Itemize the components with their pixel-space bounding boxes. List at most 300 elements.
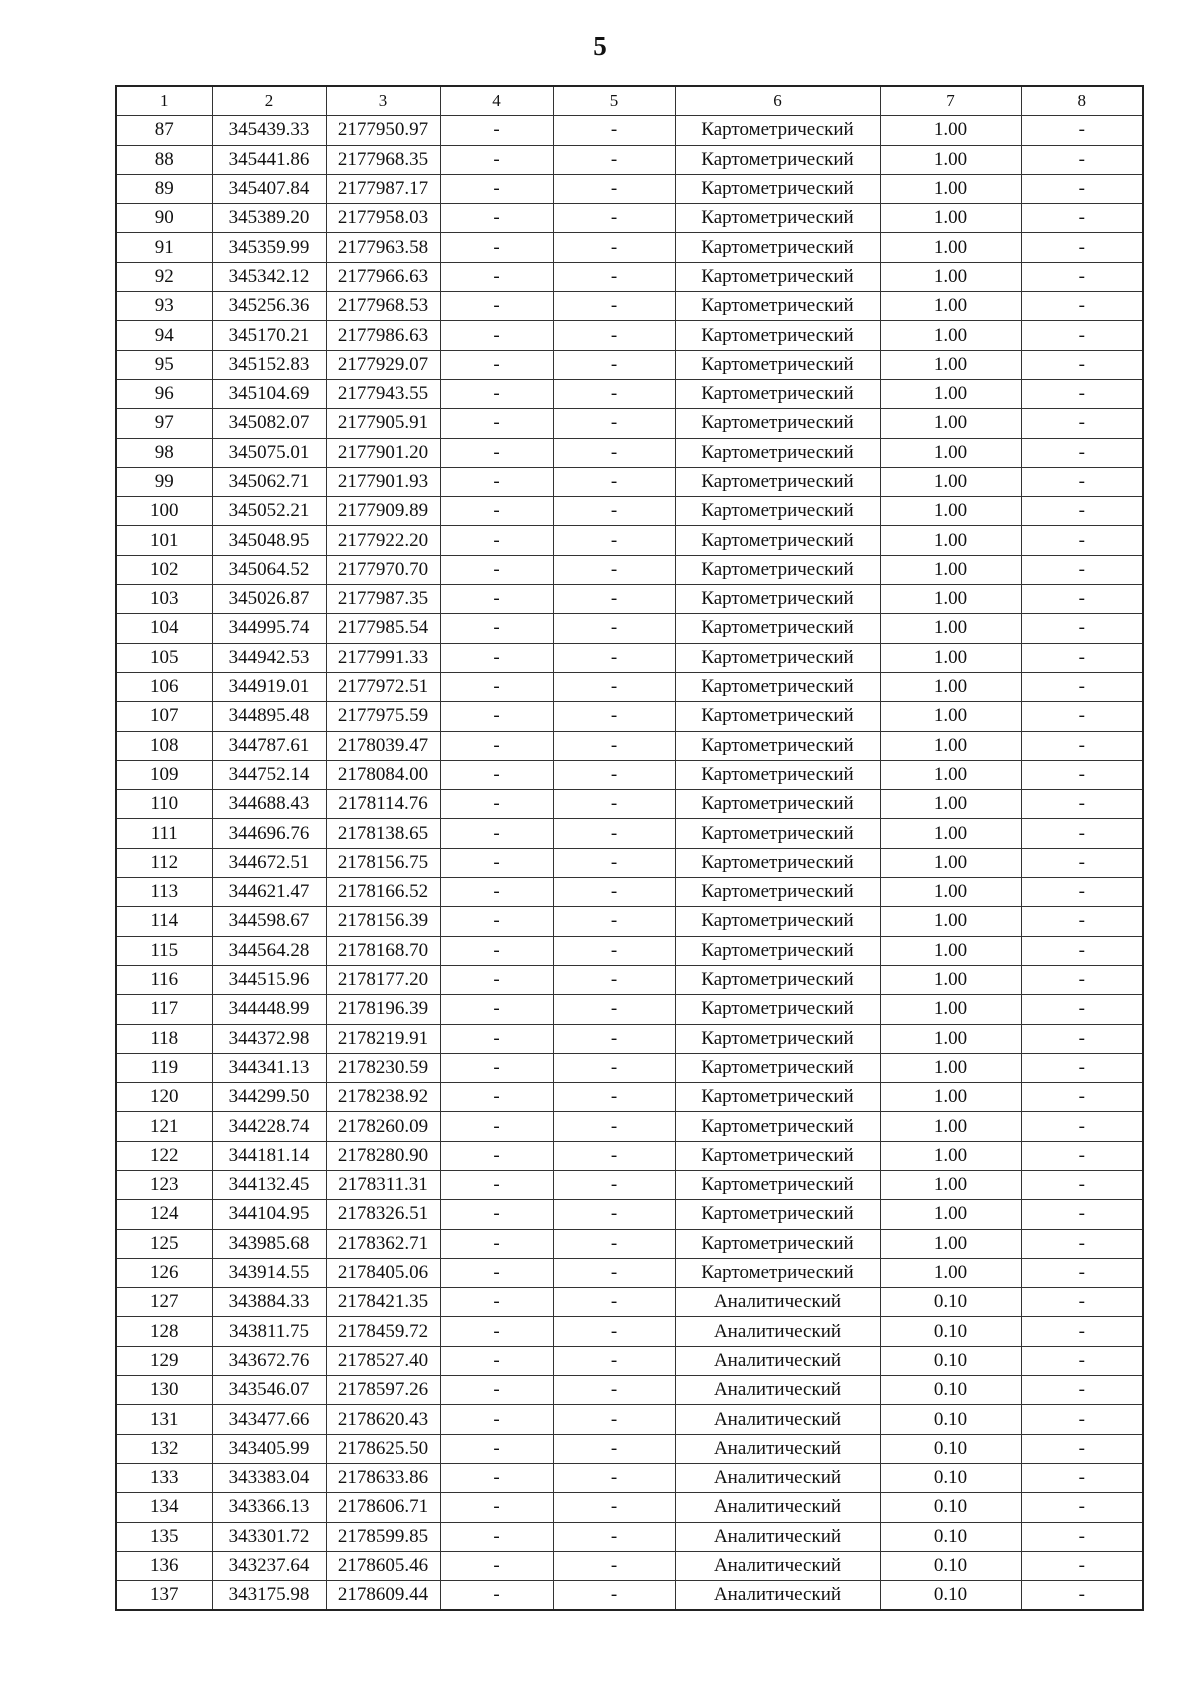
cell-col-8: - <box>1021 995 1143 1024</box>
table-row <box>116 1551 1143 1580</box>
cell-precision: 1.00 <box>880 936 1021 965</box>
cell-x-coordinate: 343175.98 <box>212 1581 326 1611</box>
cell-method: Картометрический <box>675 936 880 965</box>
table-row <box>116 1170 1143 1199</box>
column-header-5: 5 <box>553 86 675 116</box>
cell-point-number: 108 <box>116 731 212 760</box>
cell-x-coordinate: 344672.51 <box>212 848 326 877</box>
cell-y-coordinate: 2178114.76 <box>326 790 440 819</box>
cell-col-8: - <box>1021 965 1143 994</box>
cell-col-4: - <box>440 819 553 848</box>
table-row <box>116 936 1143 965</box>
cell-col-5: - <box>553 672 675 701</box>
cell-precision: 1.00 <box>880 907 1021 936</box>
cell-y-coordinate: 2178260.09 <box>326 1112 440 1141</box>
table-body <box>116 116 1143 1611</box>
cell-col-4: - <box>440 321 553 350</box>
cell-col-4: - <box>440 1053 553 1082</box>
cell-col-4: - <box>440 438 553 467</box>
cell-col-4: - <box>440 145 553 174</box>
cell-method: Картометрический <box>675 702 880 731</box>
cell-precision: 1.00 <box>880 145 1021 174</box>
cell-point-number: 102 <box>116 555 212 584</box>
cell-col-5: - <box>553 497 675 526</box>
cell-col-5: - <box>553 1434 675 1463</box>
cell-point-number: 114 <box>116 907 212 936</box>
cell-precision: 1.00 <box>880 965 1021 994</box>
table-row <box>116 1229 1143 1258</box>
cell-col-5: - <box>553 1522 675 1551</box>
cell-precision: 1.00 <box>880 614 1021 643</box>
cell-y-coordinate: 2177958.03 <box>326 204 440 233</box>
cell-point-number: 88 <box>116 145 212 174</box>
cell-x-coordinate: 345062.71 <box>212 467 326 496</box>
cell-precision: 1.00 <box>880 526 1021 555</box>
cell-x-coordinate: 344696.76 <box>212 819 326 848</box>
cell-col-5: - <box>553 1141 675 1170</box>
cell-method: Картометрический <box>675 760 880 789</box>
cell-col-4: - <box>440 555 553 584</box>
cell-point-number: 131 <box>116 1405 212 1434</box>
cell-col-8: - <box>1021 1024 1143 1053</box>
cell-y-coordinate: 2178084.00 <box>326 760 440 789</box>
cell-y-coordinate: 2177922.20 <box>326 526 440 555</box>
cell-precision: 1.00 <box>880 1258 1021 1287</box>
cell-method: Картометрический <box>675 467 880 496</box>
cell-col-8: - <box>1021 1434 1143 1463</box>
cell-x-coordinate: 343477.66 <box>212 1405 326 1434</box>
cell-y-coordinate: 2178168.70 <box>326 936 440 965</box>
cell-y-coordinate: 2178459.72 <box>326 1317 440 1346</box>
cell-col-4: - <box>440 672 553 701</box>
cell-precision: 1.00 <box>880 1200 1021 1229</box>
table-row <box>116 1463 1143 1492</box>
cell-precision: 1.00 <box>880 760 1021 789</box>
table-row <box>116 321 1143 350</box>
cell-y-coordinate: 2178230.59 <box>326 1053 440 1082</box>
cell-col-8: - <box>1021 1200 1143 1229</box>
cell-col-4: - <box>440 848 553 877</box>
cell-col-5: - <box>553 1200 675 1229</box>
cell-method: Картометрический <box>675 350 880 379</box>
cell-precision: 1.00 <box>880 1141 1021 1170</box>
cell-col-8: - <box>1021 878 1143 907</box>
cell-col-4: - <box>440 1258 553 1287</box>
cell-x-coordinate: 343383.04 <box>212 1463 326 1492</box>
cell-point-number: 120 <box>116 1083 212 1112</box>
cell-precision: 0.10 <box>880 1405 1021 1434</box>
cell-method: Аналитический <box>675 1376 880 1405</box>
cell-method: Картометрический <box>675 1200 880 1229</box>
cell-col-4: - <box>440 409 553 438</box>
cell-point-number: 105 <box>116 643 212 672</box>
cell-method: Аналитический <box>675 1493 880 1522</box>
cell-precision: 0.10 <box>880 1551 1021 1580</box>
table-row <box>116 526 1143 555</box>
cell-precision: 1.00 <box>880 819 1021 848</box>
table-row <box>116 1112 1143 1141</box>
cell-precision: 1.00 <box>880 702 1021 731</box>
cell-x-coordinate: 345359.99 <box>212 233 326 262</box>
cell-col-4: - <box>440 1083 553 1112</box>
cell-precision: 1.00 <box>880 379 1021 408</box>
cell-x-coordinate: 344448.99 <box>212 995 326 1024</box>
cell-point-number: 89 <box>116 174 212 203</box>
column-header-6: 6 <box>675 86 880 116</box>
cell-col-4: - <box>440 1376 553 1405</box>
cell-col-4: - <box>440 1463 553 1492</box>
cell-method: Картометрический <box>675 643 880 672</box>
cell-point-number: 101 <box>116 526 212 555</box>
cell-col-8: - <box>1021 819 1143 848</box>
cell-col-5: - <box>553 1493 675 1522</box>
cell-col-5: - <box>553 878 675 907</box>
cell-col-8: - <box>1021 1317 1143 1346</box>
cell-y-coordinate: 2178527.40 <box>326 1346 440 1375</box>
cell-precision: 0.10 <box>880 1376 1021 1405</box>
cell-col-5: - <box>553 702 675 731</box>
cell-method: Картометрический <box>675 379 880 408</box>
cell-precision: 1.00 <box>880 1083 1021 1112</box>
cell-col-5: - <box>553 292 675 321</box>
cell-x-coordinate: 344688.43 <box>212 790 326 819</box>
table-row <box>116 350 1143 379</box>
cell-y-coordinate: 2177985.54 <box>326 614 440 643</box>
cell-method: Аналитический <box>675 1551 880 1580</box>
cell-col-4: - <box>440 1024 553 1053</box>
cell-point-number: 125 <box>116 1229 212 1258</box>
cell-col-5: - <box>553 1405 675 1434</box>
cell-precision: 1.00 <box>880 585 1021 614</box>
cell-method: Картометрический <box>675 1112 880 1141</box>
cell-precision: 1.00 <box>880 174 1021 203</box>
cell-point-number: 113 <box>116 878 212 907</box>
cell-precision: 1.00 <box>880 292 1021 321</box>
cell-point-number: 129 <box>116 1346 212 1375</box>
table-row <box>116 760 1143 789</box>
cell-method: Картометрический <box>675 409 880 438</box>
cell-point-number: 133 <box>116 1463 212 1492</box>
cell-x-coordinate: 345389.20 <box>212 204 326 233</box>
cell-y-coordinate: 2178177.20 <box>326 965 440 994</box>
table-row <box>116 1024 1143 1053</box>
cell-precision: 1.00 <box>880 731 1021 760</box>
cell-y-coordinate: 2178326.51 <box>326 1200 440 1229</box>
cell-col-8: - <box>1021 790 1143 819</box>
table-row <box>116 1376 1143 1405</box>
cell-point-number: 136 <box>116 1551 212 1580</box>
cell-col-5: - <box>553 907 675 936</box>
cell-y-coordinate: 2178238.92 <box>326 1083 440 1112</box>
cell-x-coordinate: 343914.55 <box>212 1258 326 1287</box>
cell-y-coordinate: 2177905.91 <box>326 409 440 438</box>
cell-x-coordinate: 345048.95 <box>212 526 326 555</box>
cell-x-coordinate: 343811.75 <box>212 1317 326 1346</box>
column-header-2: 2 <box>212 86 326 116</box>
cell-col-4: - <box>440 497 553 526</box>
cell-x-coordinate: 344341.13 <box>212 1053 326 1082</box>
table-row <box>116 145 1143 174</box>
cell-col-8: - <box>1021 350 1143 379</box>
cell-method: Картометрический <box>675 848 880 877</box>
cell-point-number: 95 <box>116 350 212 379</box>
cell-precision: 1.00 <box>880 643 1021 672</box>
cell-y-coordinate: 2177963.58 <box>326 233 440 262</box>
cell-x-coordinate: 344181.14 <box>212 1141 326 1170</box>
cell-col-8: - <box>1021 438 1143 467</box>
cell-point-number: 110 <box>116 790 212 819</box>
cell-x-coordinate: 344515.96 <box>212 965 326 994</box>
cell-y-coordinate: 2177968.35 <box>326 145 440 174</box>
cell-col-4: - <box>440 262 553 291</box>
cell-method: Картометрический <box>675 438 880 467</box>
cell-col-5: - <box>553 819 675 848</box>
cell-point-number: 97 <box>116 409 212 438</box>
cell-x-coordinate: 344228.74 <box>212 1112 326 1141</box>
cell-method: Картометрический <box>675 731 880 760</box>
cell-method: Картометрический <box>675 1170 880 1199</box>
cell-point-number: 118 <box>116 1024 212 1053</box>
cell-x-coordinate: 343237.64 <box>212 1551 326 1580</box>
table-row <box>116 116 1143 145</box>
cell-col-8: - <box>1021 1376 1143 1405</box>
cell-col-5: - <box>553 204 675 233</box>
cell-col-8: - <box>1021 1258 1143 1287</box>
cell-precision: 0.10 <box>880 1317 1021 1346</box>
cell-col-4: - <box>440 760 553 789</box>
cell-method: Картометрический <box>675 174 880 203</box>
cell-col-8: - <box>1021 1551 1143 1580</box>
cell-col-4: - <box>440 702 553 731</box>
cell-col-8: - <box>1021 1229 1143 1258</box>
cell-col-5: - <box>553 1258 675 1287</box>
table-row <box>116 819 1143 848</box>
cell-x-coordinate: 344942.53 <box>212 643 326 672</box>
cell-col-5: - <box>553 1083 675 1112</box>
cell-precision: 0.10 <box>880 1493 1021 1522</box>
cell-col-5: - <box>553 760 675 789</box>
column-header-3: 3 <box>326 86 440 116</box>
cell-method: Картометрический <box>675 321 880 350</box>
cell-x-coordinate: 343672.76 <box>212 1346 326 1375</box>
cell-x-coordinate: 345152.83 <box>212 350 326 379</box>
cell-col-4: - <box>440 1522 553 1551</box>
cell-col-5: - <box>553 233 675 262</box>
cell-precision: 1.00 <box>880 1024 1021 1053</box>
table-row <box>116 672 1143 701</box>
cell-col-5: - <box>553 1376 675 1405</box>
table-header-row <box>116 86 1143 116</box>
cell-col-4: - <box>440 878 553 907</box>
cell-y-coordinate: 2178625.50 <box>326 1434 440 1463</box>
cell-y-coordinate: 2178362.71 <box>326 1229 440 1258</box>
cell-col-4: - <box>440 1551 553 1580</box>
cell-x-coordinate: 343301.72 <box>212 1522 326 1551</box>
cell-point-number: 135 <box>116 1522 212 1551</box>
table-row <box>116 702 1143 731</box>
cell-method: Картометрический <box>675 1053 880 1082</box>
cell-precision: 1.00 <box>880 438 1021 467</box>
cell-point-number: 134 <box>116 1493 212 1522</box>
cell-col-5: - <box>553 116 675 145</box>
cell-col-4: - <box>440 116 553 145</box>
cell-col-5: - <box>553 1346 675 1375</box>
column-header-8: 8 <box>1021 86 1143 116</box>
cell-col-4: - <box>440 1112 553 1141</box>
cell-col-4: - <box>440 1581 553 1611</box>
cell-precision: 1.00 <box>880 497 1021 526</box>
cell-x-coordinate: 345342.12 <box>212 262 326 291</box>
cell-point-number: 132 <box>116 1434 212 1463</box>
table-row <box>116 555 1143 584</box>
cell-precision: 0.10 <box>880 1288 1021 1317</box>
cell-col-5: - <box>553 1581 675 1611</box>
cell-y-coordinate: 2177966.63 <box>326 262 440 291</box>
cell-y-coordinate: 2177950.97 <box>326 116 440 145</box>
cell-x-coordinate: 345439.33 <box>212 116 326 145</box>
cell-method: Картометрический <box>675 116 880 145</box>
cell-col-8: - <box>1021 1053 1143 1082</box>
table-row <box>116 848 1143 877</box>
cell-col-4: - <box>440 379 553 408</box>
cell-method: Аналитический <box>675 1522 880 1551</box>
cell-col-8: - <box>1021 760 1143 789</box>
table-row <box>116 1200 1143 1229</box>
cell-col-4: - <box>440 585 553 614</box>
cell-precision: 0.10 <box>880 1522 1021 1551</box>
cell-method: Картометрический <box>675 614 880 643</box>
cell-point-number: 117 <box>116 995 212 1024</box>
table-row <box>116 233 1143 262</box>
cell-method: Аналитический <box>675 1346 880 1375</box>
cell-col-4: - <box>440 936 553 965</box>
cell-col-5: - <box>553 555 675 584</box>
cell-y-coordinate: 2178311.31 <box>326 1170 440 1199</box>
cell-x-coordinate: 345441.86 <box>212 145 326 174</box>
table-row <box>116 585 1143 614</box>
cell-precision: 1.00 <box>880 1229 1021 1258</box>
cell-col-8: - <box>1021 1170 1143 1199</box>
cell-col-5: - <box>553 1112 675 1141</box>
cell-col-4: - <box>440 790 553 819</box>
cell-col-5: - <box>553 1229 675 1258</box>
table-row <box>116 174 1143 203</box>
cell-point-number: 124 <box>116 1200 212 1229</box>
table-row <box>116 467 1143 496</box>
table-row <box>116 1141 1143 1170</box>
cell-col-5: - <box>553 1317 675 1346</box>
cell-col-8: - <box>1021 204 1143 233</box>
cell-col-8: - <box>1021 1463 1143 1492</box>
cell-x-coordinate: 344299.50 <box>212 1083 326 1112</box>
cell-x-coordinate: 345075.01 <box>212 438 326 467</box>
cell-method: Картометрический <box>675 1083 880 1112</box>
cell-col-8: - <box>1021 585 1143 614</box>
cell-col-5: - <box>553 1053 675 1082</box>
cell-precision: 0.10 <box>880 1463 1021 1492</box>
cell-col-5: - <box>553 262 675 291</box>
cell-point-number: 91 <box>116 233 212 262</box>
cell-col-4: - <box>440 467 553 496</box>
cell-col-5: - <box>553 643 675 672</box>
cell-col-4: - <box>440 1141 553 1170</box>
cell-col-4: - <box>440 965 553 994</box>
cell-method: Картометрический <box>675 672 880 701</box>
cell-y-coordinate: 2178609.44 <box>326 1581 440 1611</box>
cell-col-4: - <box>440 907 553 936</box>
cell-y-coordinate: 2178219.91 <box>326 1024 440 1053</box>
cell-col-8: - <box>1021 1112 1143 1141</box>
cell-point-number: 92 <box>116 262 212 291</box>
cell-point-number: 112 <box>116 848 212 877</box>
cell-col-5: - <box>553 731 675 760</box>
cell-col-5: - <box>553 1170 675 1199</box>
table-row <box>116 292 1143 321</box>
cell-y-coordinate: 2178039.47 <box>326 731 440 760</box>
cell-col-8: - <box>1021 555 1143 584</box>
cell-y-coordinate: 2177901.20 <box>326 438 440 467</box>
cell-y-coordinate: 2178606.71 <box>326 1493 440 1522</box>
cell-y-coordinate: 2177987.35 <box>326 585 440 614</box>
cell-precision: 0.10 <box>880 1346 1021 1375</box>
cell-col-5: - <box>553 467 675 496</box>
cell-col-5: - <box>553 409 675 438</box>
cell-y-coordinate: 2177909.89 <box>326 497 440 526</box>
cell-col-8: - <box>1021 614 1143 643</box>
table-row <box>116 995 1143 1024</box>
cell-y-coordinate: 2177901.93 <box>326 467 440 496</box>
cell-method: Картометрический <box>675 995 880 1024</box>
cell-y-coordinate: 2178605.46 <box>326 1551 440 1580</box>
table-row <box>116 409 1143 438</box>
cell-point-number: 98 <box>116 438 212 467</box>
cell-x-coordinate: 345104.69 <box>212 379 326 408</box>
table-row <box>116 497 1143 526</box>
cell-y-coordinate: 2178633.86 <box>326 1463 440 1492</box>
table-row <box>116 1346 1143 1375</box>
cell-method: Картометрический <box>675 819 880 848</box>
cell-col-8: - <box>1021 379 1143 408</box>
table-row <box>116 731 1143 760</box>
cell-x-coordinate: 344621.47 <box>212 878 326 907</box>
cell-point-number: 111 <box>116 819 212 848</box>
cell-precision: 1.00 <box>880 204 1021 233</box>
cell-col-5: - <box>553 614 675 643</box>
cell-y-coordinate: 2177943.55 <box>326 379 440 408</box>
cell-y-coordinate: 2178405.06 <box>326 1258 440 1287</box>
cell-point-number: 116 <box>116 965 212 994</box>
cell-point-number: 106 <box>116 672 212 701</box>
table-row <box>116 1053 1143 1082</box>
cell-x-coordinate: 344919.01 <box>212 672 326 701</box>
cell-point-number: 128 <box>116 1317 212 1346</box>
cell-precision: 1.00 <box>880 409 1021 438</box>
cell-col-4: - <box>440 174 553 203</box>
cell-x-coordinate: 343985.68 <box>212 1229 326 1258</box>
cell-point-number: 137 <box>116 1581 212 1611</box>
cell-precision: 0.10 <box>880 1581 1021 1611</box>
cell-point-number: 115 <box>116 936 212 965</box>
cell-x-coordinate: 344372.98 <box>212 1024 326 1053</box>
cell-col-8: - <box>1021 262 1143 291</box>
table-row <box>116 965 1143 994</box>
cell-col-8: - <box>1021 116 1143 145</box>
column-header-4: 4 <box>440 86 553 116</box>
cell-x-coordinate: 345170.21 <box>212 321 326 350</box>
cell-method: Картометрический <box>675 1258 880 1287</box>
cell-point-number: 96 <box>116 379 212 408</box>
cell-y-coordinate: 2178156.75 <box>326 848 440 877</box>
